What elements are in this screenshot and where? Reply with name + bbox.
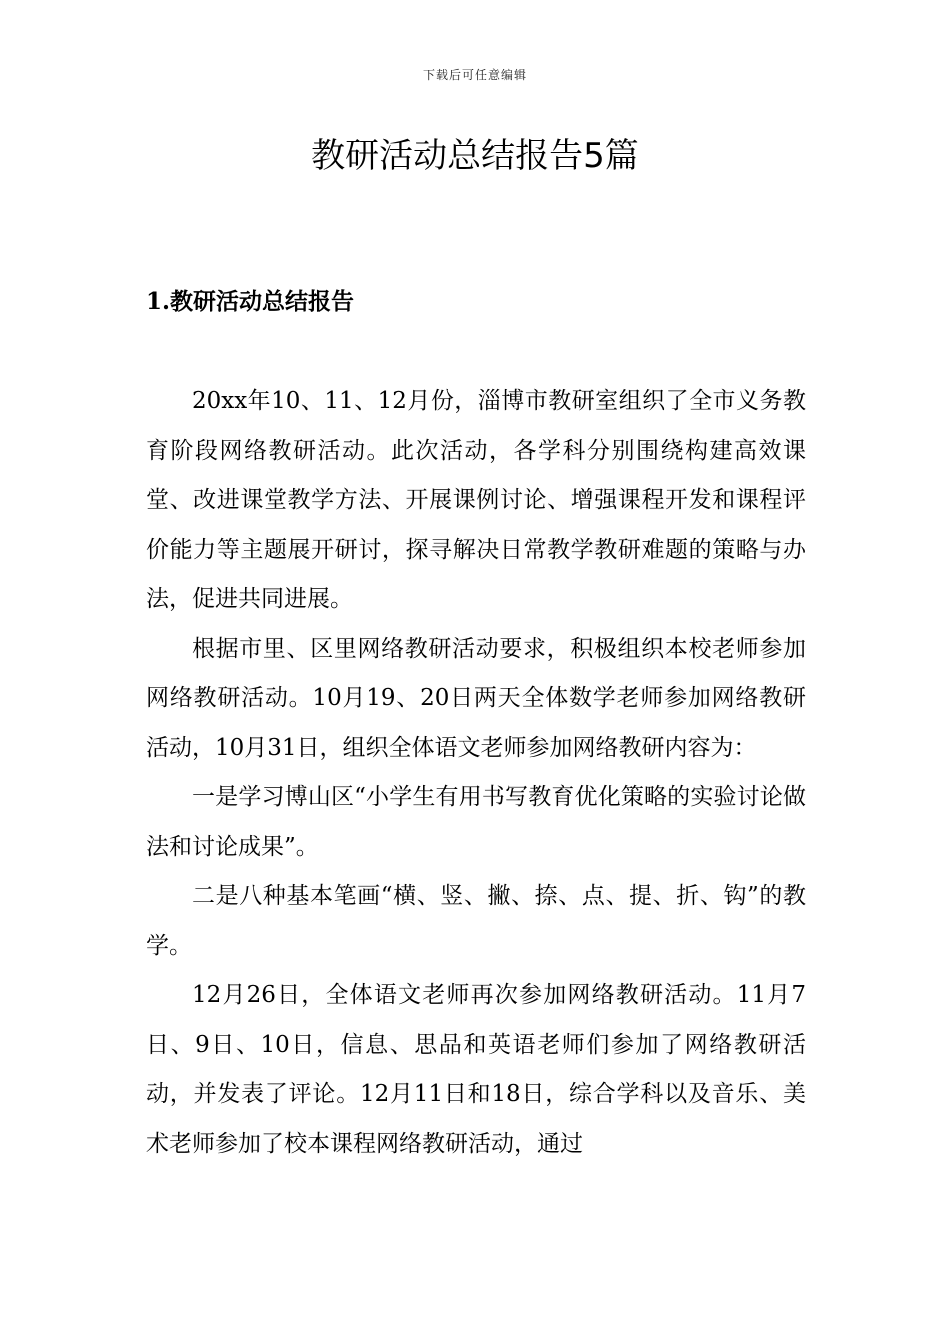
paragraph: 12月26日，全体语文老师再次参加网络教研活动。11月7日、9日、10日，信息、思品和英语老师们参加了网络教研活动，并发表了评论。12月11日和18日，综合学科以及音乐、美术老师参加了校本课程网络教研活动，通过 xyxy=(146,982,806,1157)
paragraph: 20xx年10、11、12月份，淄博市教研室组织了全市义务教育阶段网络教研活动。此次活动，各学科分别围绕构建高效课堂、改进课堂教学方法、开展课例讨论、增强课程开发和课程评价能力等主题展开研讨，探寻解决日常教学教研难题的策略与办法，促进共同进展。 xyxy=(146,388,806,612)
header-note: 下载后可任意编辑 xyxy=(422,68,527,82)
section-heading: 1.教研活动总结报告 xyxy=(146,288,355,315)
paragraph: 一是学习博山区“小学生有用书写教育优化策略的实验讨论做法和讨论成果”。 xyxy=(146,784,806,860)
paragraph: 根据市里、区里网络教研活动要求，积极组织本校老师参加网络教研活动。10月19、20日两天全体数学老师参加网络教研活动，10月31日，组织全体语文老师参加网络教研内容为： xyxy=(146,635,806,761)
document-title: 教研活动总结报告5篇 xyxy=(311,136,639,176)
paragraph: 二是八种基本笔画“横、竖、撇、捺、点、提、折、钩”的教学。 xyxy=(146,883,806,959)
document-body xyxy=(146,377,806,1169)
